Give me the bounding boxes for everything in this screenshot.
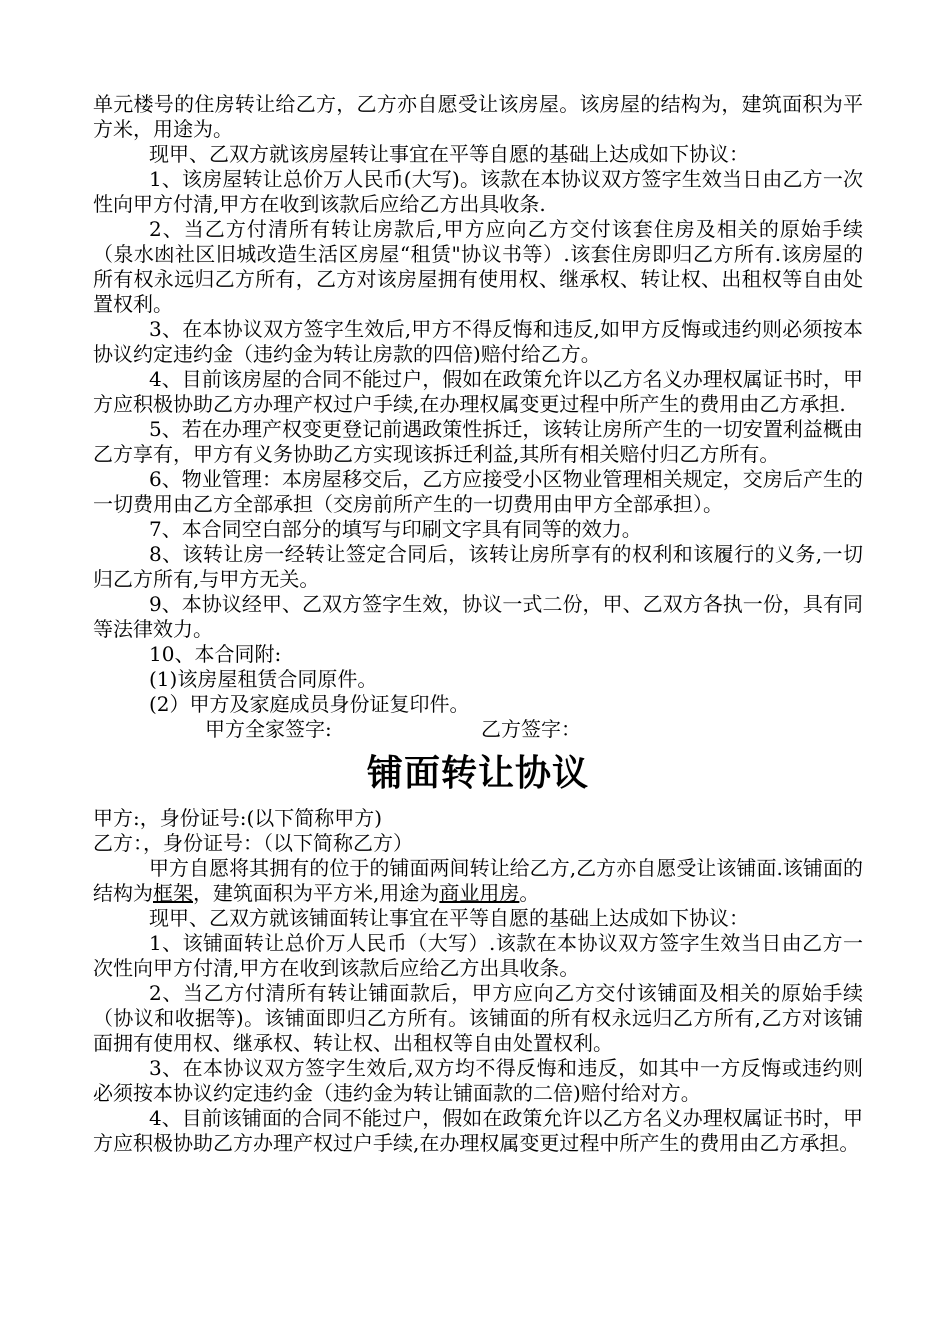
shop-clause-4: 4、目前该铺面的合同不能过户，假如在政策允许以乙方名义办理权属证书时，甲方应积极协助乙方办理产权过户手续,在办理权属变更过程中所产生的费用由乙方承担。 [93, 1106, 863, 1155]
shop-structure-value: 框架 [153, 881, 193, 905]
house-clause-7: 7、本合同空白部分的填写与印刷文字具有同等的效力。 [149, 517, 642, 541]
house-clause-4: 4、目前该房屋的合同不能过户，假如在政策允许以乙方名义办理权属证书时，甲方应积极协助乙方办理产权过户手续,在办理权属变更过程中所产生的费用由乙方承担. [93, 367, 863, 416]
house-clause-6: 6、物业管理：本房屋移交后，乙方应接受小区物业管理相关规定，交房后产生的一切费用由乙方全部承担（交房前所产生的一切费用由甲方全部承担）。 [93, 467, 863, 516]
shop-intro-text: 甲方自愿将其拥有的位于的铺面两间转让给乙方,乙方亦自愿受让该铺面.该铺面的结构为 [93, 856, 863, 905]
house-attachment-1: (1)该房屋租赁合同原件。 [149, 667, 378, 691]
shop-party-a: 甲方:，身份证号:(以下简称甲方) [93, 806, 383, 830]
shop-clause-1: 1、该铺面转让总价万人民币（大写）.该款在本协议双方签字生效当日由乙方一次性向甲方付清,甲方在收到该款后应给乙方出具收条。 [93, 931, 863, 980]
shop-usage-value: 商业用房 [439, 881, 520, 905]
shop-intro-paragraph [93, 856, 863, 906]
signature-line [93, 717, 863, 742]
shop-clause-3: 3、在本协议双方签字生效后,双方均不得反悔和违反，如其中一方反悔或违约则必须按本协议约定违约金（违约金为转让铺面款的二倍)赔付给对方。 [93, 1056, 863, 1105]
shop-agreement-lead: 现甲、乙双方就该铺面转让事宜在平等自愿的基础上达成如下协议： [149, 906, 749, 930]
house-clause-9: 9、本协议经甲、乙双方签字生效，协议一式二份，甲、乙双方各执一份，具有同等法律效力。 [93, 592, 863, 641]
house-clause-3: 3、在本协议双方签字生效后,甲方不得反悔和违反,如甲方反悔或违约则必须按本协议约定违约金（违约金为转让房款的四倍)赔付给乙方。 [93, 317, 863, 366]
party-a-signature-label: 甲方全家签字: [205, 717, 332, 741]
party-b-signature-label: 乙方签字： [481, 717, 581, 741]
shop-party-b: 乙方：，身份证号：（以下简称乙方） [93, 831, 413, 855]
shop-intro-end: 。 [519, 881, 540, 905]
house-clause-8: 8、该转让房一经转让签定合同后，该转让房所享有的权利和该履行的义务,一切归乙方所有,与甲方无关。 [93, 542, 863, 591]
shop-agreement-title: 铺面转让协议 [366, 753, 589, 794]
house-clause-10: 10、本合同附: [149, 642, 282, 666]
house-attachment-2: (2）甲方及家庭成员身份证复印件。 [149, 692, 470, 716]
house-clause-2: 2、当乙方付清所有转让房款后,甲方应向乙方交付该套住房及相关的原始手续（泉水凼社区旧城改造生活区房屋“租赁"协议书等）.该套住房即归乙方所有.该房屋的所有权永远归乙方所有，乙方对该房屋拥有使用权、继承权、转让权、出租权等自由处置权利。 [93, 217, 863, 316]
house-agreement-lead: 现甲、乙双方就该房屋转让事宜在平等自愿的基础上达成如下协议： [149, 142, 749, 166]
house-clause-1: 1、该房屋转让总价万人民币(大写)。该款在本协议双方签字生效当日由乙方一次性向甲方付清,甲方在收到该款后应给乙方出具收条. [93, 167, 863, 216]
shop-clause-2: 2、当乙方付清所有转让铺面款后，甲方应向乙方交付该铺面及相关的原始手续（协议和收据等)。该铺面即归乙方所有。该铺面的所有权永远归乙方所有,乙方对该铺面拥有使用权、继承权、转让权、出租权等自由处置权利。 [93, 981, 863, 1055]
shop-intro-middle: ，建筑面积为平方米,用途为 [193, 881, 440, 905]
house-intro-paragraph: 单元楼号的住房转让给乙方，乙方亦自愿受让该房屋。该房屋的结构为，建筑面积为平方米，用途为。 [93, 92, 863, 141]
house-clause-5: 5、若在办理产权变更登记前遇政策性拆迁，该转让房所产生的一切安置利益概由乙方享有，甲方有义务协助乙方实现该拆迁利益,其所有相关赔付归乙方所有。 [93, 417, 863, 466]
document-page [93, 92, 863, 1156]
